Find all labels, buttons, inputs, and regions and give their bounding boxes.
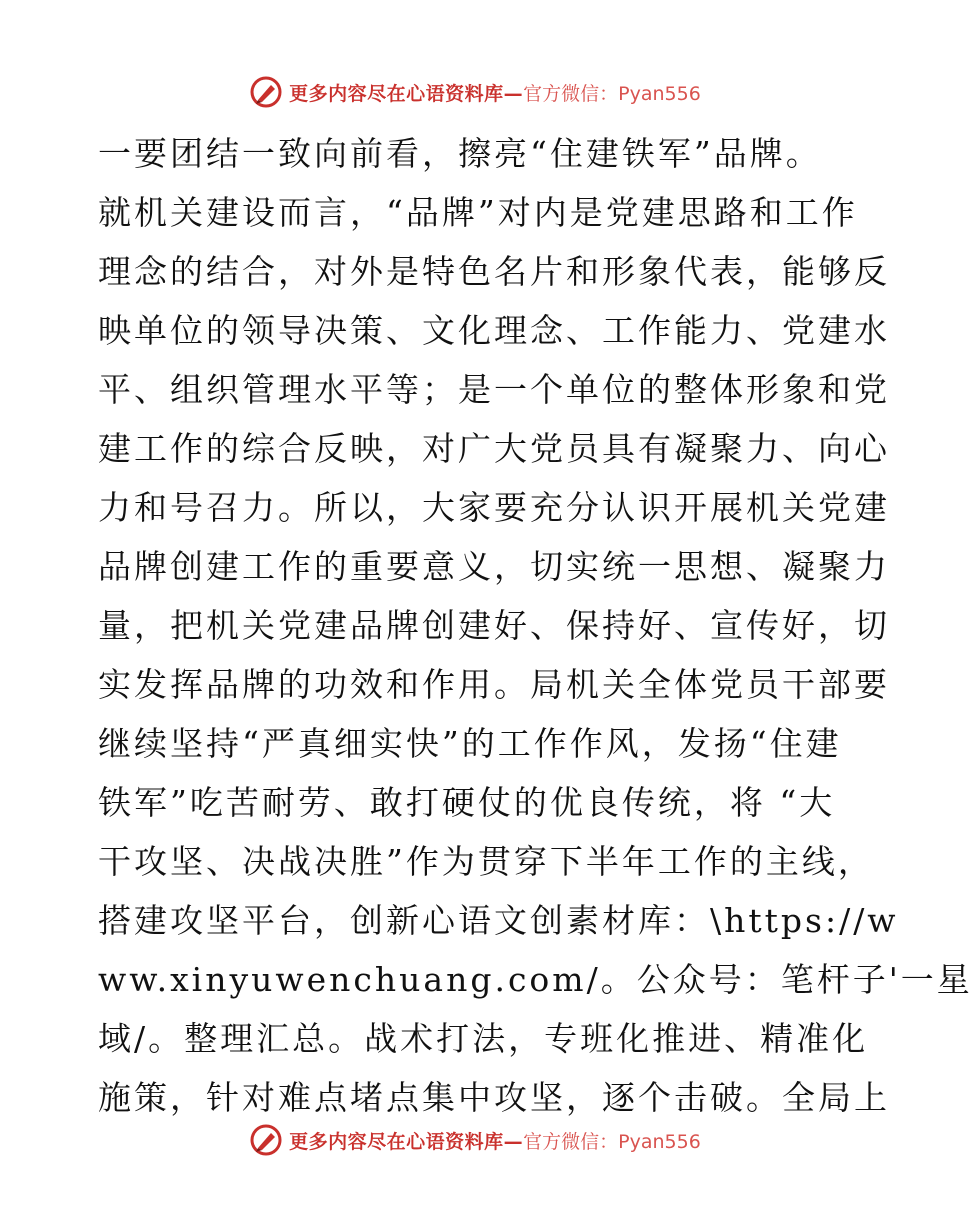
body-line: 品牌创建工作的重要意义，切实统一思想、凝聚力 <box>98 547 890 586</box>
body-line: 建工作的综合反映，对广大党员具有凝聚力、向心 <box>98 429 890 468</box>
body-line: 就机关建设而言，“品牌”对内是党建思路和工作 <box>98 193 858 232</box>
body-line: 映单位的领导决策、文化理念、工作能力、党建水 <box>98 311 890 350</box>
watermark-main-text: 更多内容尽在心语资料库— <box>289 82 524 105</box>
header-watermark <box>0 72 950 112</box>
body-line: 一要团结一致向前看，擦亮“住建铁军”品牌。 <box>98 134 822 173</box>
body-line: 施策，针对难点堵点集中攻坚，逐个击破。全局上 <box>98 1078 890 1117</box>
pen-logo-icon <box>249 1123 283 1157</box>
body-line: 搭建攻坚平台，创新心语文创素材库：\https://w <box>98 901 899 940</box>
watermark-contact-text: 官方微信：Pyan556 <box>523 82 701 105</box>
body-line: 平、组织管理水平等；是一个单位的整体形象和党 <box>98 370 890 409</box>
body-line: 理念的结合，对外是特色名片和形象代表，能够反 <box>98 252 890 291</box>
body-line: 域/。整理汇总。战术打法，专班化推进、精准化 <box>98 1019 869 1058</box>
body-line: 铁军”吃苦耐劳、敢打硬仗的优良传统，将 “大 <box>98 783 836 822</box>
body-line: 干攻坚、决战决胜”作为贯穿下半年工作的主线， <box>98 842 874 881</box>
body-line: 实发挥品牌的功效和作用。局机关全体党员干部要 <box>98 665 890 704</box>
body-line: 量，把机关党建品牌创建好、保持好、宣传好，切 <box>98 606 890 645</box>
footer-watermark <box>0 1120 950 1160</box>
watermark-main-text: 更多内容尽在心语资料库— <box>289 1130 524 1153</box>
pen-logo-icon <box>249 75 283 109</box>
body-line: ww.xinyuwenchuang.com/。公众号：笔杆子'一星 <box>98 960 973 999</box>
document-body <box>98 124 973 1127</box>
body-line: 继续坚持“严真细实快”的工作作风，发扬“住建 <box>98 724 842 763</box>
body-line: 力和号召力。所以，大家要充分认识开展机关党建 <box>98 488 890 527</box>
watermark-contact-text: 官方微信：Pyan556 <box>523 1130 701 1153</box>
